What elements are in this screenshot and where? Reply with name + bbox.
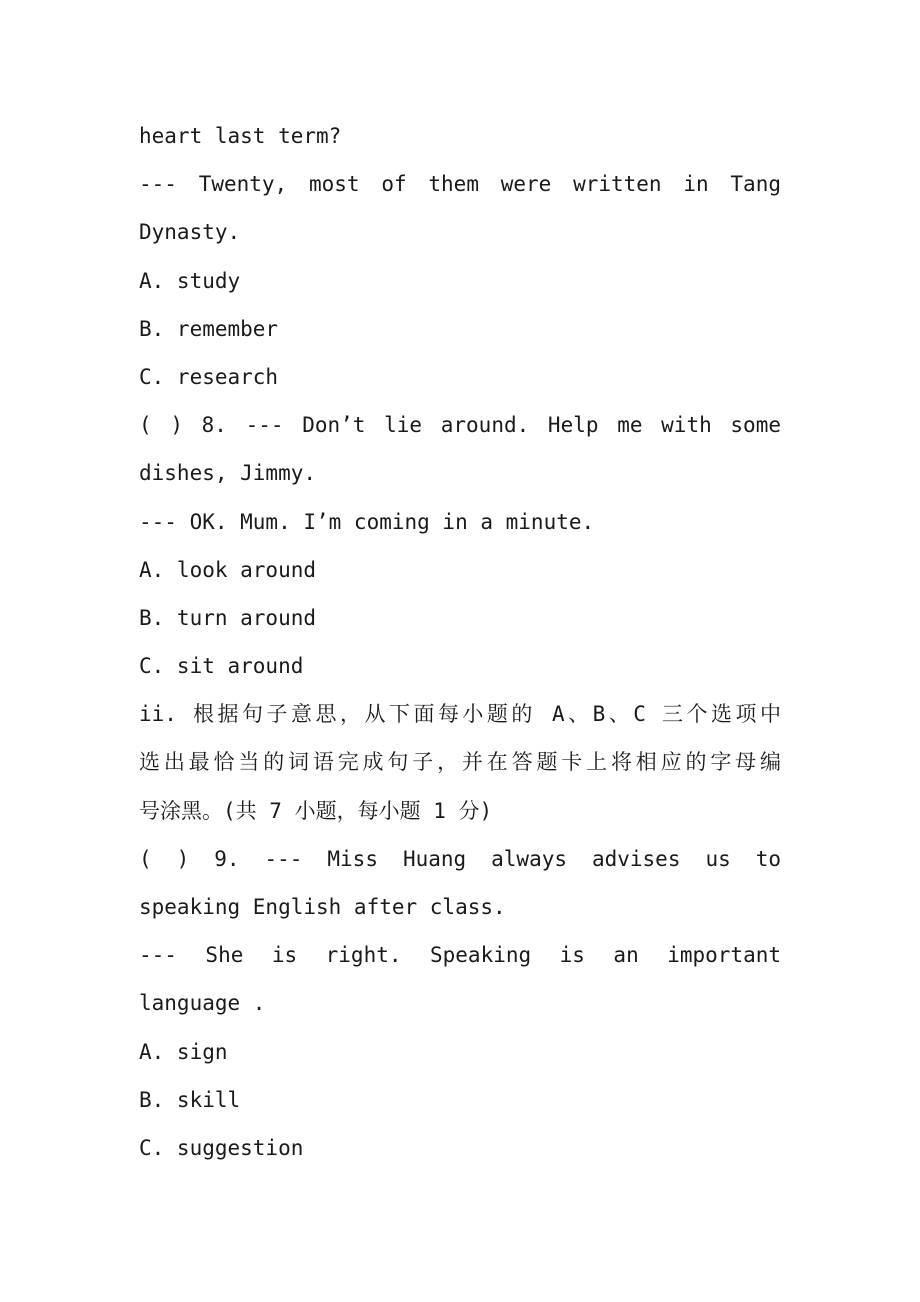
line-text: language .	[139, 991, 266, 1016]
line-text: B. remember	[139, 316, 279, 341]
option-c-suggestion	[139, 1124, 781, 1172]
text-line-3	[139, 208, 781, 256]
line-text: 选出最恰当的词语完成句子，并在答题卡上将相应的字母编	[139, 750, 781, 775]
option-b-turn-around	[139, 594, 781, 642]
text-line-2	[139, 160, 781, 208]
question-8	[139, 401, 781, 449]
text-line-19	[139, 979, 781, 1027]
line-text: --- Twenty, most of them were written in Tang	[139, 172, 781, 197]
option-a-study	[139, 257, 781, 305]
option-b-remember	[139, 305, 781, 353]
line-text: --- She is right. Speaking is an important	[139, 943, 781, 968]
line-text: B. turn around	[139, 605, 317, 630]
section-instructions-2	[139, 738, 781, 786]
line-text: A. sign	[139, 1039, 228, 1064]
line-text: ii. 根据句子意思，从下面每小题的 A、B、C 三个选项中	[139, 702, 781, 727]
line-text: A. look around	[139, 557, 317, 582]
line-text: dishes, Jimmy.	[139, 461, 317, 486]
text-line-1	[139, 112, 781, 160]
text-line-17	[139, 883, 781, 931]
line-text: A. study	[139, 268, 241, 293]
line-text: ( ) 9. --- Miss Huang always advises us to	[139, 846, 781, 871]
section-instructions-1	[139, 690, 781, 738]
document-page	[139, 112, 781, 1172]
line-text: speaking English after class.	[139, 895, 506, 919]
line-text: C. research	[139, 364, 279, 389]
text-line-8	[139, 449, 781, 497]
line-text: --- OK. Mum. I’m coming in a minute.	[139, 509, 595, 534]
option-b-skill	[139, 1076, 781, 1124]
option-a-sign	[139, 1028, 781, 1076]
line-text: B. skill	[139, 1087, 241, 1112]
line-text: 号涂黑。(共 7 小题，每小题 1 分)	[139, 798, 493, 823]
question-9	[139, 835, 781, 883]
option-a-look-around	[139, 546, 781, 594]
text-line-18	[139, 931, 781, 979]
line-text: heart last term?	[139, 124, 342, 148]
text-line-9	[139, 498, 781, 546]
line-text: ( ) 8. --- Don’t lie around. Help me with some	[139, 413, 781, 438]
section-instructions-3	[139, 787, 781, 835]
line-text: C. suggestion	[139, 1135, 304, 1160]
option-c-sit-around	[139, 642, 781, 690]
line-text: Dynasty.	[139, 220, 241, 245]
line-text: C. sit around	[139, 654, 304, 679]
option-c-research	[139, 353, 781, 401]
